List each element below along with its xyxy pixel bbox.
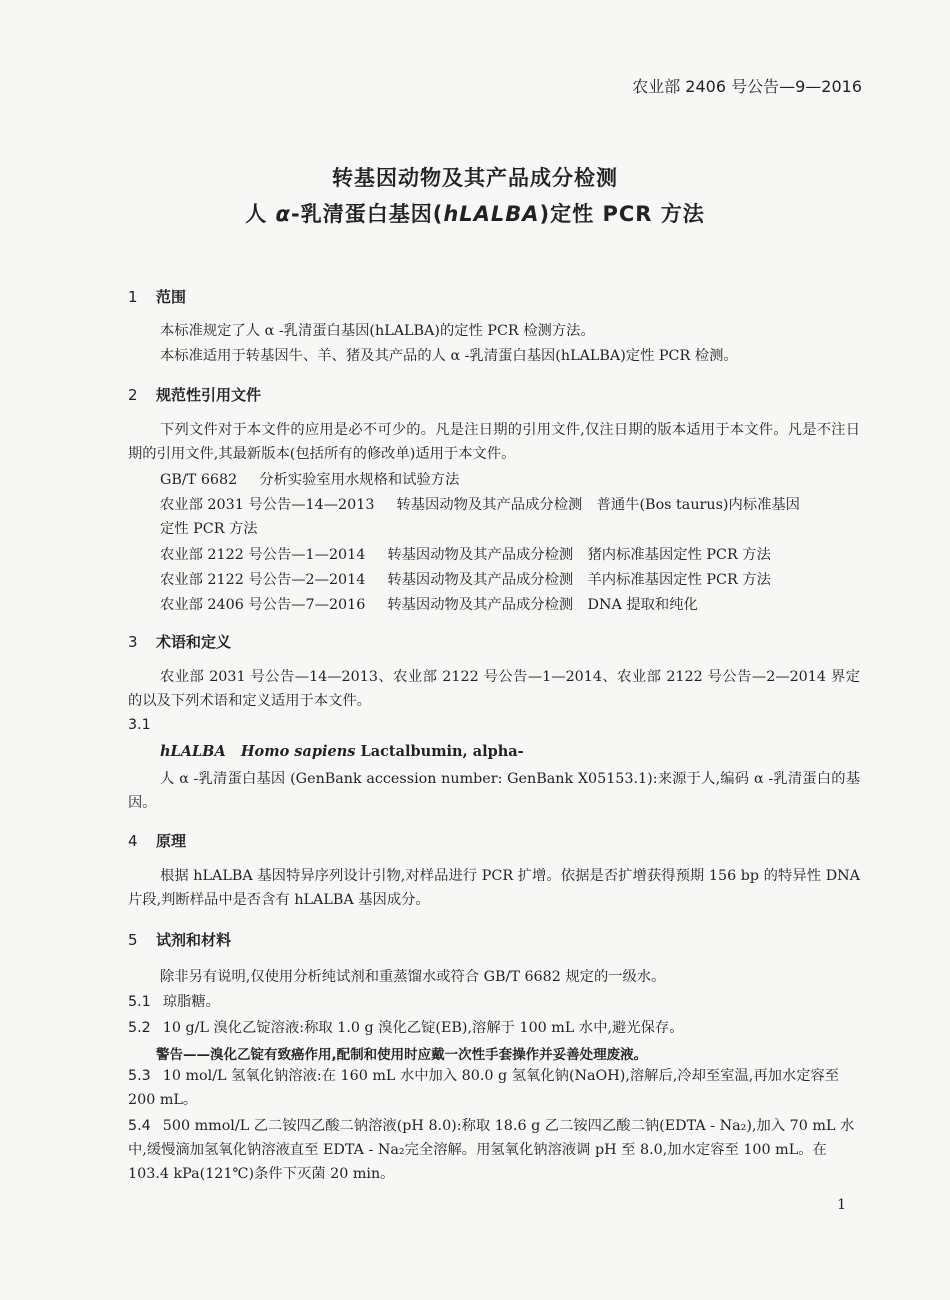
section-5-intro: 除非另有说明,仅使用分析纯试剂和重蒸馏水或符合 GB/T 6682 规定的一级水。 xyxy=(160,969,666,985)
reference-item: 农业部 2031 号公告—14—2013 转基因动物及其产品成分检测 普通牛(Bos taurus)内标准基因 xyxy=(160,497,800,513)
reagent-item: 5.1 琼脂糖。 xyxy=(128,994,220,1010)
reference-item: GB/T 6682 分析实验室用水规格和试验方法 xyxy=(160,472,460,488)
reference-item-continuation: 定性 PCR 方法 xyxy=(160,521,258,537)
section-4-heading: 4 原理 xyxy=(128,832,187,850)
section-2-intro: 下列文件对于本文件的应用是必不可少的。凡是注日期的引用文件,仅注日期的版本适用于本文件。凡是不注日期的引用文件,其最新版本(包括所有的修改单)适用于本文件。 xyxy=(128,422,860,462)
reagent-item: 5.2 10 g/L 溴化乙锭溶液:称取 1.0 g 溴化乙锭(EB),溶解于 100 mL 水中,避光保存。 xyxy=(128,1020,684,1036)
title-line-1: 转基因动物及其产品成分检测 xyxy=(332,166,618,190)
page-number: 1 xyxy=(837,1197,846,1213)
title-line-2: 人 α-乳清蛋白基因(hLALBA)定性 PCR 方法 xyxy=(245,202,705,226)
reference-item: 农业部 2122 号公告—2—2014 转基因动物及其产品成分检测 羊内标准基因定性 PCR 方法 xyxy=(160,572,771,588)
section-3-heading: 3 术语和定义 xyxy=(128,633,232,651)
section-2-heading: 2 规范性引用文件 xyxy=(128,386,262,404)
section-1-heading: 1 范围 xyxy=(128,288,187,306)
subsection-3-1-number: 3.1 xyxy=(128,717,151,733)
reagent-item: 5.4 500 mmol/L 乙二铵四乙酸二钠溶液(pH 8.0):称取 18.6 g 乙二铵四乙酸二钠(EDTA - Na₂),加入 70 mL 水中,缓慢滴加氢氧化钠溶液直至 EDTA - Na₂完全溶解。用氢氧化钠溶液调 pH 至 8.0,加水定容至 100 mL。在 103.4 kPa(121℃)条件下灭菌 20 min。 xyxy=(128,1118,855,1182)
warning-note: 警告——溴化乙锭有致癌作用,配制和使用时应戴一次性手套操作并妥善处理废液。 xyxy=(156,1047,648,1063)
section-3-intro: 农业部 2031 号公告—14—2013、农业部 2122 号公告—1—2014、农业部 2122 号公告—2—2014 界定的以及下列术语和定义适用于本文件。 xyxy=(128,669,860,709)
reagent-item: 5.3 10 mol/L 氢氧化钠溶液:在 160 mL 水中加入 80.0 g 氢氧化钠(NaOH),溶解后,冷却至室温,再加水定容至 200 mL。 xyxy=(128,1068,840,1108)
document-code: 农业部 2406 号公告—9—2016 xyxy=(632,77,862,96)
section-1-para-2: 本标准适用于转基因牛、羊、猪及其产品的人 α -乳清蛋白基因(hLALBA)定性 PCR 检测。 xyxy=(160,348,738,364)
section-4-text: 根据 hLALBA 基因特异序列设计引物,对样品进行 PCR 扩增。依据是否扩增获得预期 156 bp 的特异性 DNA 片段,判断样品中是否含有 hLALBA 基因成分。 xyxy=(128,868,860,908)
section-1-para-1: 本标准规定了人 α -乳清蛋白基因(hLALBA)的定性 PCR 检测方法。 xyxy=(160,323,595,339)
reference-item: 农业部 2122 号公告—1—2014 转基因动物及其产品成分检测 猪内标准基因定性 PCR 方法 xyxy=(160,547,771,563)
section-5-heading: 5 试剂和材料 xyxy=(128,931,232,949)
term-heading: hLALBA Homo sapiens Lactalbumin, alpha- xyxy=(160,743,524,760)
reference-item: 农业部 2406 号公告—7—2016 转基因动物及其产品成分检测 DNA 提取和纯化 xyxy=(160,597,698,613)
term-definition: 人 α -乳清蛋白基因 (GenBank accession number: GenBank X05153.1):来源于人,编码 α -乳清蛋白的基因。 xyxy=(128,771,860,811)
